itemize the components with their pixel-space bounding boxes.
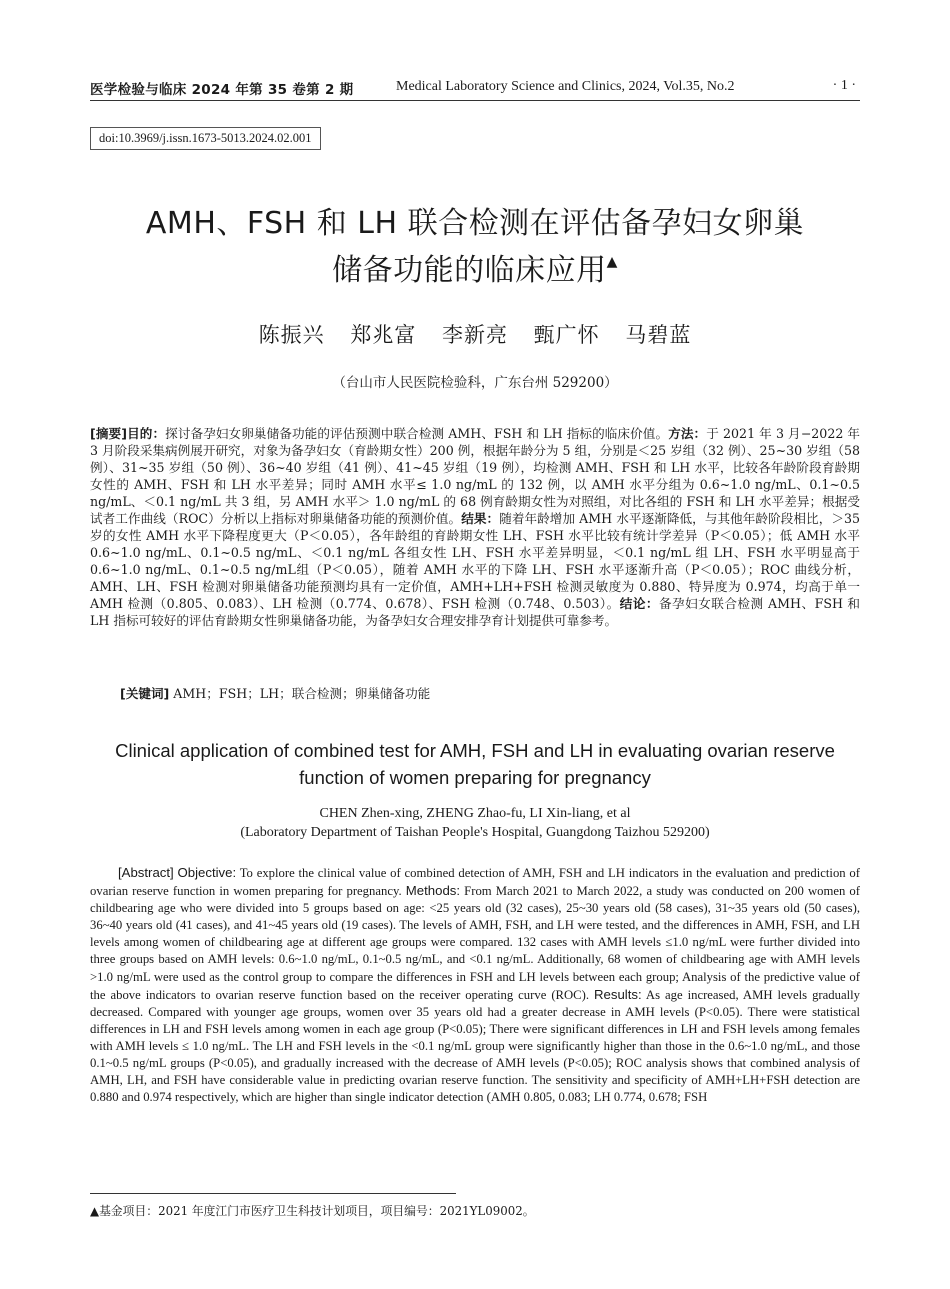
abstract-cn <box>90 425 860 629</box>
title-funding-marker: ▲ <box>606 254 618 270</box>
results-label-cn: 结果： <box>461 511 500 526</box>
abstract-label-en: [Abstract] <box>118 865 174 880</box>
title-cn-line1: AMH、FSH 和 LH 联合检测在评估备孕妇女卵巢 <box>145 206 805 241</box>
footnote-text: 基金项目：2021 年度江门市医疗卫生科技计划项目，项目编号：2021YL09002。 <box>99 1204 535 1218</box>
conclusion-text-cn: 备孕妇女联合检测 AMH、FSH 和 LH 指标可较好的评估育龄期女性卵巢储备功能，为备孕妇女合理安排孕育计划提供可靠参考。 <box>90 596 861 628</box>
results-text-en: As age increased, AMH levels gradually decreased. Compared with younger age groups, women over 35 years old had a greater decrease in AMH levels (P<0.05). There were statistical differences in LH and FSH levels among women in each age group (P<0.05); There were significant differences in LH and FSH levels among females with AMH levels ≤ 1.0 ng/mL. The LH and FSH levels in the <0.1 ng/mL group were significantly higher than those in the 0.6~1.0 ng/mL, and those 0.1~0.5 ng/mL groups (P<0.05), and gradually increased with the decrease of AMH levels (P<0.05); ROC analysis shows that combined analysis of AMH, LH, and FSH have considerable value in predicting ovarian reserve function. The sensitivity and specificity of AMH+LH+FSH detection are 0.880 and 0.974 respectively, which are higher than single indicator detection (AMH 0.805, 0.083; LH 0.774, 0.678; FSH <box>90 987 860 1105</box>
title-cn <box>60 205 890 290</box>
footnote-marker: ▲ <box>90 1204 100 1218</box>
funding-footnote <box>90 1202 535 1219</box>
affiliation-cn: （台山市人民医院检验科，广东台州 529200） <box>332 375 618 391</box>
objective-label-en: Objective: <box>177 865 237 880</box>
keywords-cn <box>120 683 430 702</box>
title-en-line1: Clinical application of combined test for AMH, FSH and LH in evaluating ovarian reserve <box>115 740 835 761</box>
doi-box <box>90 127 321 150</box>
results-label-en: Results: <box>594 986 642 1002</box>
authors-en: CHEN Zhen-xing, ZHENG Zhao-fu, LI Xin-liang, et al <box>319 806 631 821</box>
affiliation-en: (Laboratory Department of Taishan People's Hospital, Guangdong Taizhou 529200) <box>240 825 710 840</box>
methods-text-cn: 于 2021 年 3 月−2022 年 3 月阶段采集病例展开研究，对象为备孕妇女（育龄期女性）200 例，根据年龄分为 5 组，分别是＜25 岁组（32 例）、25~30 岁组（58 例）、31~35 岁组（50 例）、36~40 岁组（41 例）、41~45 岁组（19 例），均检测 AMH、FSH 和 LH 水平，比较各年龄阶段育龄期女性的 AMH、FSH 和 LH 水平差异；同时 AMH 水平≤ 1.0 ng/mL 的 132 例，以 AMH 水平分组为 0.6~1.0 ng/mL、0.1~0.5 ng/mL、＜0.1 ng/mL 共 3 组，另 AMH 水平＞ 1.0 ng/mL 的 68 例育龄期女性为对照组，对比各组的 FSH 和 LH 水平差异；根据受试者工作曲线（ROC）分析以上指标对卵巢储备功能的预测价值。 <box>90 426 861 526</box>
results-text-cn: 随着年龄增加 AMH 水平逐渐降低，与其他年龄阶段相比，＞35 岁的女性 AMH 水平下降程度更大（P＜0.05），各年龄组的育龄期女性 LH、FSH 水平比较有统计学差异（P＜0.05）；低 AMH 水平 0.6~1.0 ng/mL、0.1~0.5 ng/mL、＜0.1 ng/mL 各组女性 LH、FSH 水平差异明显，＜0.1 ng/mL 组 LH、FSH 水平明显高于 0.6~1.0 ng/mL、0.1~0.5 ng/mL组（P＜0.05），随着 AMH 水平的下降 LH、FSH 水平逐渐升高（P＜0.05）；ROC 曲线分析，AMH、LH、FSH 检测对卵巢储备功能预测均具有一定价值，AMH+LH+FSH 检测灵敏度为 0.880、特异度为 0.974，均高于单一 AMH 检测（0.805、0.083）、LH 检测（0.774、0.678）、FSH 检测（0.748、0.503）。 <box>90 511 860 611</box>
footnote-divider <box>90 1193 456 1194</box>
header-divider <box>90 100 860 101</box>
title-cn-line2: 储备功能的临床应用 <box>332 253 607 288</box>
objective-text-cn: 探讨备孕妇女卵巢储备功能的评估预测中联合检测 AMH、FSH 和 LH 指标的临床价值。 <box>165 426 669 441</box>
running-header <box>90 76 860 100</box>
keywords-text-cn: AMH；FSH；LH；联合检测；卵巢储备功能 <box>169 686 431 701</box>
authors-cn: 陈振兴 郑兆富 李新亮 甄广怀 马碧蓝 <box>258 323 692 347</box>
title-en-line2: function of women preparing for pregnancy <box>299 767 651 788</box>
journal-name-en: Medical Laboratory Science and Clinics, 2024, Vol.35, No.2 <box>396 79 735 94</box>
objective-text-en: To explore the clinical value of combined detection of AMH, FSH and LH indicators in the evaluation and prediction of ovarian reserve function in women preparing for pregnancy. <box>90 866 860 899</box>
page-number: · 1 · <box>832 78 856 93</box>
abstract-en <box>90 864 860 1106</box>
methods-text-en: From March 2021 to March 2022, a study was conducted on 200 women of childbearing age who were divided into 5 groups based on age: <25 years old (32 cases), 25~30 years old (58 cases), 31~35 years old (50 cases), 36~40 years old (41 cases), and 41~45 years old (19 cases). The levels of AMH, FSH, and LH were tested, and the differences in AMH, FSH, and LH levels among women of childbearing age at different age groups were compared. 132 cases with AMH levels ≤1.0 ng/mL were further divided into three groups based on AMH levels: 0.6~1.0 ng/mL, 0.1~0.5 ng/mL, and <0.1 ng/mL. Additionally, 68 women of childbearing age with AMH levels >1.0 ng/mL were used as the control group to compare the differences in FSH and LH levels between each group; Analysis of the predictive value of the above indicators to ovarian reserve function based on the receiver operating curve (ROC). <box>90 884 860 1002</box>
methods-label-en: Methods: <box>405 883 461 899</box>
conclusion-label-cn: 结论： <box>619 596 659 611</box>
doi-text: doi:10.3969/j.issn.1673-5013.2024.02.001 <box>99 131 312 145</box>
title-en <box>90 737 860 791</box>
objective-label-cn: 目的： <box>126 426 166 441</box>
abstract-label-cn: [摘要] <box>90 426 127 441</box>
keywords-label-cn: [关键词] <box>120 686 170 701</box>
journal-name-cn: 医学检验与临床 2024 年第 35 卷第 2 期 <box>90 82 354 98</box>
methods-label-cn: 方法： <box>668 426 707 441</box>
